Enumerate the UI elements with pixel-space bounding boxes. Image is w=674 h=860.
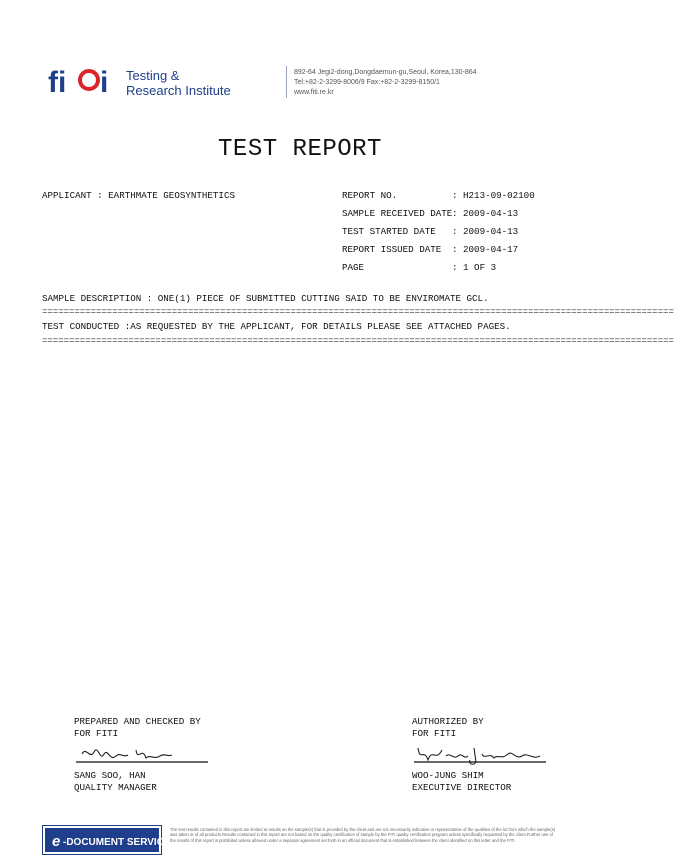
signature-image-left [74, 742, 254, 768]
badge-prefix: e [52, 833, 61, 850]
sample-received-label: SAMPLE RECEIVED DATE [342, 208, 453, 219]
sample-received-row [342, 208, 557, 226]
for-fiti-label: FOR FITI [412, 728, 457, 739]
sample-received-value: : 2009-04-13 [452, 208, 519, 219]
svg-text:i: i [100, 66, 109, 99]
test-started-value: : 2009-04-13 [452, 226, 519, 237]
header-divider [286, 66, 287, 98]
report-issued-label: REPORT ISSUED DATE [342, 244, 442, 255]
test-started-row [342, 226, 557, 244]
signer-name-right: WOO-JUNG SHIM [412, 770, 484, 781]
authorized-by-label: AUTHORIZED BY [412, 716, 484, 727]
badge-text: -DOCUMENT SERVICE [63, 837, 171, 848]
org-name: Testing & Research Institute [126, 68, 231, 98]
page-label: PAGE [342, 262, 365, 273]
report-number-value: : H213-09-02100 [452, 190, 535, 201]
divider-rule: ===================================================================================================================== [42, 336, 674, 346]
report-info [342, 190, 557, 280]
handwritten-signature-icon [74, 742, 214, 768]
svg-text:fi: fi [48, 66, 67, 99]
report-number-label: REPORT NO. [342, 190, 398, 201]
report-issued-value: : 2009-04-17 [452, 244, 519, 255]
sample-description: SAMPLE DESCRIPTION : ONE(1) PIECE OF SUBMITTED CUTTING SAID TO BE ENVIROMATE GCL. [42, 293, 489, 304]
org-address: 892-64 Jegi2-dong,Dongdaemun-gu,Seoul, Korea,130-864 Tel:+82-2-3299-8006/9 Fax:+82-2-3299-8150/1 www.fiti.re.kr [294, 69, 477, 96]
signer-role-right: EXECUTIVE DIRECTOR [412, 782, 512, 793]
test-started-label: TEST STARTED DATE [342, 226, 436, 237]
signature-image-right [412, 742, 582, 768]
applicant: APPLICANT : EARTHMATE GEOSYNTHETICS [42, 190, 235, 201]
signer-role-left: QUALITY MANAGER [74, 782, 157, 793]
page-value: : 1 OF 3 [452, 262, 497, 273]
footer [42, 825, 558, 855]
signature-block-right [412, 716, 582, 794]
for-fiti-label: FOR FITI [74, 728, 119, 739]
test-conducted: TEST CONDUCTED :AS REQUESTED BY THE APPLICANT, FOR DETAILS PLEASE SEE ATTACHED PAGES. [42, 321, 511, 332]
legal-disclaimer: The test results contained in this report are limited to results on the sample(s) that is provided by the client and are not necessarily indicative or representative of the qualities of the lot from which the sample(s) was taken or of all products.Results contained in this report are not based on the quality certification of sample by the FITI quality certification program unless specifically requested by the client.Further use of the results of this report is prohibited unless allowed under a separate agreement set forth in an official document that is established between the client identified on this letter and the FITI. [170, 827, 556, 843]
prepared-by-label: PREPARED AND CHECKED BY [74, 716, 201, 727]
fiti-logo-icon [48, 64, 120, 98]
divider-rule: ===================================================================================================================== [42, 307, 674, 317]
signature-block-left [74, 716, 254, 794]
handwritten-signature-icon [412, 742, 552, 768]
report-issued-row [342, 244, 557, 262]
report-number-row [342, 190, 557, 208]
page-row [342, 262, 557, 280]
page-title: TEST REPORT [218, 136, 382, 163]
signer-name-left: SANG SOO, HAN [74, 770, 146, 781]
e-document-service-badge [42, 825, 171, 855]
